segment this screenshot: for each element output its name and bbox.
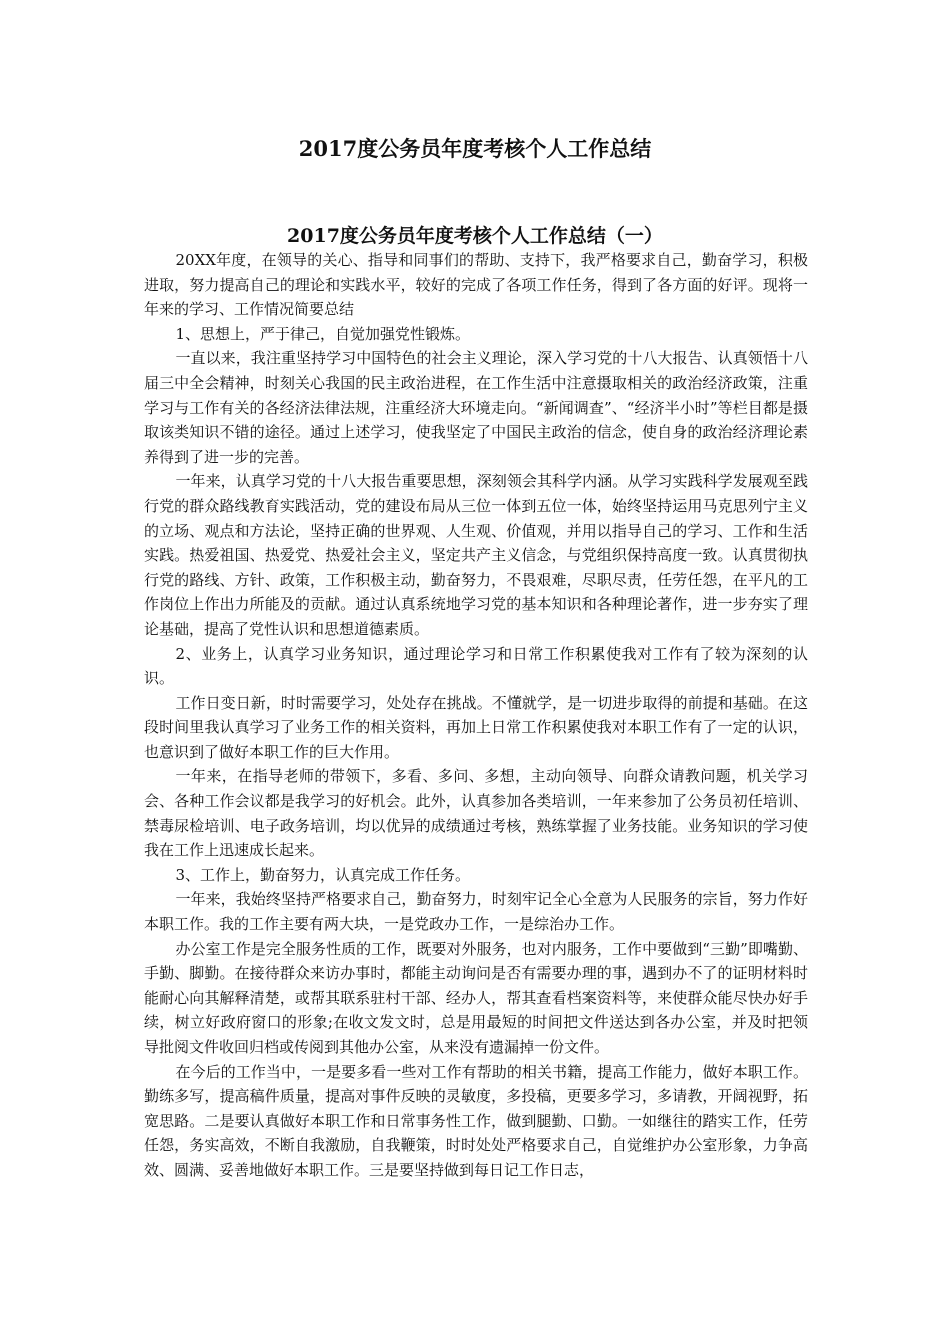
paragraph: 工作日变日新，时时需要学习，处处存在挑战。不懂就学，是一切进步取得的前提和基础。在这段时间里我认真学习了业务工作的相关资料，再加上日常工作积累使我对本职工作有了一定的认识，也意识到了做好本职工作的巨大作用。 bbox=[144, 693, 808, 761]
paragraph: 在今后的工作当中，一是要多看一些对工作有帮助的相关书籍，提高工作能力，做好本职工作。勤练多写，提高稿件质量，提高对事件反映的灵敏度，多投稿，更要多学习，多请教，开阔视野，拓宽思路。二是要认真做好本职工作和日常事务性工作，做到腿勤、口勤。一如继往的踏实工作，任劳任怨，务实高效，不断自我激励，自我鞭策，时时处处严格要求自己，自觉维护办公室形象，力争高效、圆满、妥善地做好本职工作。三是要坚持做到每日记工作日志， bbox=[144, 1062, 808, 1179]
paragraph-heading-2: 2、业务上，认真学习业务知识，通过理论学习和日常工作积累使我对工作有了较为深刻的认识。 bbox=[144, 644, 808, 688]
paragraph: 一年来，在指导老师的带领下，多看、多问、多想，主动向领导、向群众请教问题，机关学习会、各种工作会议都是我学习的好机会。此外，认真参加各类培训，一年来参加了公务员初任培训、禁毒尿检培训、电子政务培训，均以优异的成绩通过考核，熟练掌握了业务技能。业务知识的学习使我在工作上迅速成长起来。 bbox=[144, 767, 808, 860]
paragraph: 一年来，认真学习党的十八大报告重要思想，深刻领会其科学内涵。从学习实践科学发展观至践行党的群众路线教育实践活动，党的建设布局从三位一体到五位一体，始终坚持运用马克思列宁主义的立场、观点和方法论，坚持正确的世界观、人生观、价值观，并用以指导自己的学习、工作和生活实践。热爱祖国、热爱党、热爱社会主义，坚定共产主义信念，与党组织保持高度一致。认真贯彻执行党的路线、方针、政策，工作积极主动，勤奋努力，不畏艰难，尽职尽责，任劳任怨，在平凡的工作岗位上作出力所能及的贡献。通过认真系统地学习党的基本知识和各种理论著作，进一步夯实了理论基础，提高了党性认识和思想道德素质。 bbox=[144, 472, 808, 638]
paragraph-heading-3: 3、工作上，勤奋努力，认真完成工作任务。 bbox=[175, 865, 471, 884]
paragraph: 一年来，我始终坚持严格要求自己，勤奋努力，时刻牢记全心全意为人民服务的宗旨，努力作好本职工作。我的工作主要有两大块，一是党政办工作，一是综治办工作。 bbox=[144, 890, 808, 934]
paragraph: 一直以来，我注重坚持学习中国特色的社会主义理论，深入学习党的十八大报告、认真领悟十八届三中全会精神，时刻关心我国的民主政治进程，在工作生活中注意摄取相关的政治经济政策，注重学习与工作有关的各经济法律法规，注重经济大环境走向。“新闻调查”、“经济半小时”等栏目都是摄取该类知识不错的途径。通过上述学习，使我坚定了中国民主政治的信念，使自身的政治经济理论素养得到了进一步的完善。 bbox=[144, 349, 808, 466]
document-body bbox=[144, 248, 808, 1183]
section-title: 2017度公务员年度考核个人工作总结（一） bbox=[287, 225, 663, 247]
paragraph: 办公室工作是完全服务性质的工作，既要对外服务，也对内服务，工作中要做到“三勤”即嘴勤、手勤、脚勤。在接待群众来访办事时，都能主动询问是否有需要办理的事，遇到办不了的证明材料时能耐心向其解释清楚，或帮其联系驻村干部、经办人，帮其查看档案资料等，来使群众能尽快办好手续，树立好政府窗口的形象;在收文发文时，总是用最短的时间把文件送达到各办公室，并及时把领导批阅文件收回归档或传阅到其他办公室，从来没有遗漏掉一份文件。 bbox=[144, 939, 808, 1056]
paragraph-heading-1: 1、思想上，严于律己，自觉加强党性锻炼。 bbox=[175, 324, 471, 343]
paragraph-intro: 20XX年度，在领导的关心、指导和同事们的帮助、支持下，我严格要求自己，勤奋学习，积极进取，努力提高自己的理论和实践水平，较好的完成了各项工作任务，得到了各方面的好评。现将一年来的学习、工作情况简要总结 bbox=[144, 251, 808, 319]
document-title: 2017度公务员年度考核个人工作总结 bbox=[298, 136, 652, 161]
